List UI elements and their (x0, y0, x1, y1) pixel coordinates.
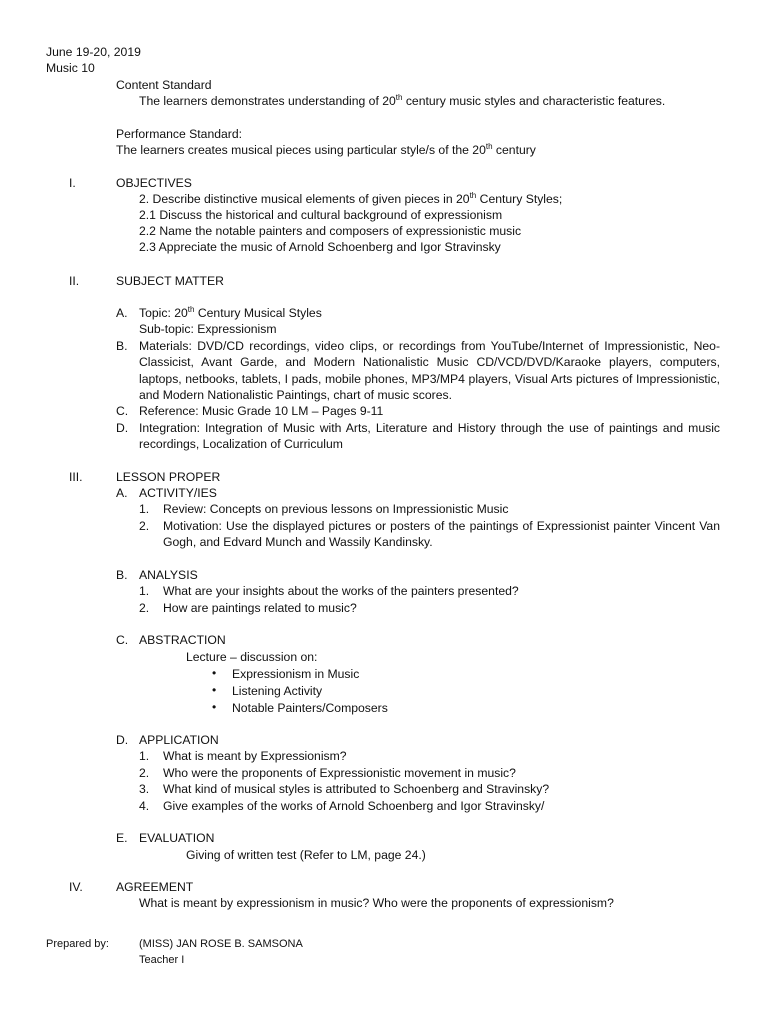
bullet: • (212, 666, 217, 680)
performance-standard-heading: Performance Standard: (116, 127, 243, 141)
objectives-heading: OBJECTIVES (116, 176, 192, 190)
evaluation-text: Giving of written test (Refer to LM, page 24.) (186, 848, 426, 862)
evaluation-heading: EVALUATION (139, 831, 215, 845)
application-item: What is meant by Expressionism? (163, 749, 347, 763)
item-marker: C. (116, 633, 129, 647)
item-marker: A. (116, 486, 128, 500)
preparer-name: (MISS) JAN ROSE B. SAMSONA (139, 938, 303, 950)
activity-item: Motivation: Use the displayed pictures or posters of the paintings of Expressionist painter Vincent Van Gogh, and Edvard Munch and Wassily Kandinsky. (163, 519, 720, 550)
abstraction-heading: ABSTRACTION (139, 633, 226, 647)
activity-item: Review: Concepts on previous lessons on Impressionistic Music (163, 502, 509, 516)
section-numeral: III. (69, 470, 83, 484)
application-item: Who were the proponents of Expressionistic movement in music? (163, 766, 516, 780)
analysis-item: How are paintings related to music? (163, 601, 357, 615)
abstraction-bullet: Notable Painters/Composers (232, 701, 388, 715)
preparer-position: Teacher I (139, 954, 185, 966)
objective-item: 2.2 Name the notable painters and composers of expressionistic music (139, 224, 522, 238)
content-standard-heading: Content Standard (116, 78, 212, 92)
materials-text: Materials: DVD/CD recordings, video clips, or recordings from YouTube/Internet of Impressionistic, Neo-Classicist, Avant Garde, and Modern Nationalistic Music CD/VCD/DVD/Karaoke players, computers, laptops, netbooks, tablets, I pads, mobile phones, MP3/MP4 players, Visual Arts pictures of Impressionistic, and Modern Nationalistic Paintings, chart of music scores. (139, 339, 720, 403)
bullet: • (212, 683, 217, 697)
application-item: Give examples of the works of Arnold Schoenberg and Igor Stravinsky/ (163, 799, 545, 813)
abstraction-bullet: Expressionism in Music (232, 667, 360, 681)
list-number: 3. (139, 782, 150, 796)
section-numeral: IV. (69, 880, 83, 894)
application-item: What kind of musical styles is attributed to Schoenberg and Stravinsky? (163, 782, 550, 796)
section-numeral: II. (69, 274, 80, 288)
item-marker: B. (116, 568, 128, 582)
performance-standard-text: The learners creates musical pieces using particular style/s of the 20th century (116, 141, 536, 157)
agreement-text: What is meant by expressionism in music? Who were the proponents of expressionism? (139, 896, 614, 910)
objective-item: 2. Describe distinctive musical elements of given pieces in 20th Century Styles; (139, 190, 563, 206)
document-subject: Music 10 (46, 61, 95, 75)
list-number: 1. (139, 502, 150, 516)
application-heading: APPLICATION (139, 733, 219, 747)
lesson-proper-heading: LESSON PROPER (116, 470, 221, 484)
agreement-heading: AGREEMENT (116, 880, 194, 894)
reference-text: Reference: Music Grade 10 LM – Pages 9-11 (139, 404, 384, 418)
analysis-item: What are your insights about the works of the painters presented? (163, 584, 519, 598)
subject-matter-heading: SUBJECT MATTER (116, 274, 224, 288)
section-numeral: I. (69, 176, 76, 190)
list-number: 1. (139, 584, 150, 598)
item-marker: B. (116, 339, 128, 353)
activity-heading: ACTIVITY/IES (139, 486, 217, 500)
document-date: June 19-20, 2019 (46, 45, 141, 59)
integration-text: Integration: Integration of Music with Arts, Literature and History through the use of paintings and music recordings, Localization of Curriculum (139, 421, 720, 452)
list-number: 2. (139, 766, 150, 780)
prepared-by-label: Prepared by: (46, 938, 109, 950)
objective-item: 2.1 Discuss the historical and cultural background of expressionism (139, 208, 503, 222)
subtopic-text: Sub-topic: Expressionism (139, 322, 277, 336)
abstraction-intro: Lecture – discussion on: (186, 650, 318, 664)
bullet: • (212, 700, 217, 714)
list-number: 4. (139, 799, 150, 813)
item-marker: D. (116, 733, 129, 747)
analysis-heading: ANALYSIS (139, 568, 198, 582)
item-marker: A. (116, 306, 128, 320)
objective-item: 2.3 Appreciate the music of Arnold Schoenberg and Igor Stravinsky (139, 240, 501, 254)
item-marker: C. (116, 404, 129, 418)
abstraction-bullet: Listening Activity (232, 684, 323, 698)
item-marker: D. (116, 421, 129, 435)
list-number: 1. (139, 749, 150, 763)
content-standard-text: The learners demonstrates understanding of 20th century music styles and characteristic features. (139, 92, 666, 108)
topic-text: Topic: 20th Century Musical Styles (139, 304, 322, 320)
list-number: 2. (139, 519, 150, 533)
list-number: 2. (139, 601, 150, 615)
item-marker: E. (116, 831, 128, 845)
